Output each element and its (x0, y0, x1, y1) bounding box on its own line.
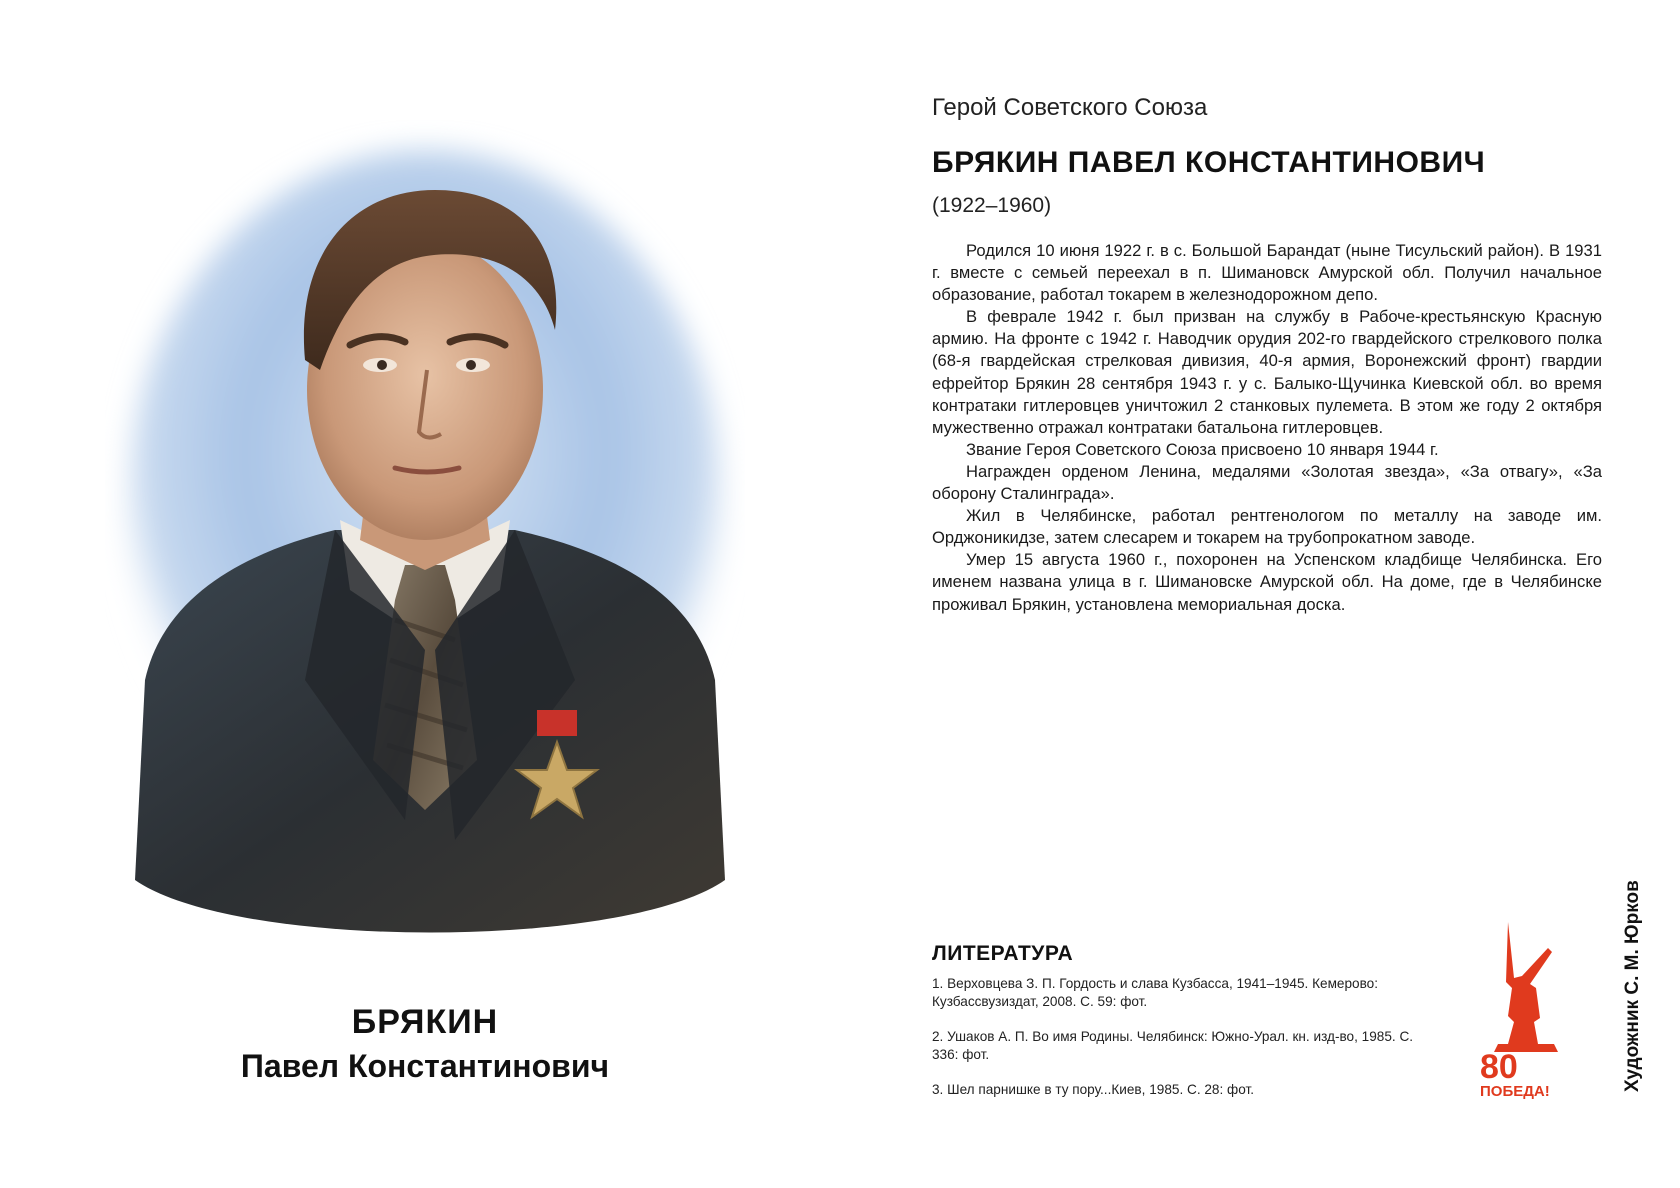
hero-title-subtitle: Герой Советского Союза (932, 94, 1208, 121)
motherland-monument-icon (1478, 918, 1574, 1100)
biography-paragraph: Родился 10 июня 1922 г. в с. Большой Барандат (ныне Тисульский район). В 1931 г. вместе с семьей переехал в п. Шимановск Амурской обл. Получил начальное образование, работал токарем в железнодорожном депо. (932, 241, 1602, 305)
biography-paragraph: Жил в Челябинске, работал рентгенологом по металлу на заводе им. Орджоникидзе, затем слесарем и токарем на трубопрокатном заводе. (932, 506, 1602, 548)
victory-80-logo (1478, 918, 1574, 1100)
logo-number: 80 (1480, 1048, 1518, 1086)
biography-paragraph: Умер 15 августа 1960 г., похоронен на Успенском кладбище Челябинска. Его именем названа улица в г. Шимановске Амурской обл. На доме, где в Челябинске проживал Брякин, установлена мемориальная доска. (932, 550, 1602, 614)
biography-paragraph: В феврале 1942 г. был призван на службу в Рабоче-крестьянскую Красную армию. На фронте с 1942 г. Наводчик орудия 202-го гвардейского стрелкового полка (68-я гвардейская стрелковая дивизия, 40-я армия, Воронежский фронт) гвардии ефрейтор Брякин 28 сентября 1943 г. у с. Балыко-Щучинка Киевской обл. во время контратаки гитлеровцев уничтожил 2 станковых пулемета. В этом же году 2 октября мужественно отражал контратаки батальона гитлеровцев. (932, 307, 1602, 437)
hero-life-years: (1922–1960) (932, 194, 1052, 217)
hero-portrait (105, 120, 745, 970)
biography-paragraph: Звание Героя Советского Союза присвоено 10 января 1944 г. (966, 439, 1439, 459)
literature-item: 3. Шел парнишке в ту пору...Киев, 1985. С. 28: фот. (932, 1082, 1254, 1097)
biography-paragraph: Награжден орденом Ленина, медалями «Золотая звезда», «За отвагу», «За оборону Сталинграда». (932, 461, 1602, 504)
hero-name-heading: БРЯКИН ПАВЕЛ КОНСТАНТИНОВИЧ (932, 146, 1486, 179)
caption-surname: БРЯКИН (351, 1003, 499, 1041)
hero-portrait-painting (105, 120, 745, 970)
literature-heading: ЛИТЕРАТУРА (932, 942, 1074, 965)
caption-given-names: Павел Константинович (240, 1048, 610, 1084)
portrait-caption (105, 1000, 745, 1088)
logo-word: ПОБЕДА! (1480, 1083, 1550, 1100)
biography-text (932, 240, 1602, 616)
artist-credit: Художник С. М. Юрков (1622, 880, 1643, 1092)
literature-item: 2. Ушаков А. П. Во имя Родины. Челябинск: Южно-Урал. кн. изд-во, 1985. С. 336: фот. (932, 1029, 1414, 1062)
literature-list (932, 975, 1432, 1117)
literature-item: 1. Верховцева З. П. Гордость и слава Кузбасса, 1941–1945. Кемерово: Кузбассвузиздат, 2008. С. 59: фот. (932, 976, 1379, 1009)
